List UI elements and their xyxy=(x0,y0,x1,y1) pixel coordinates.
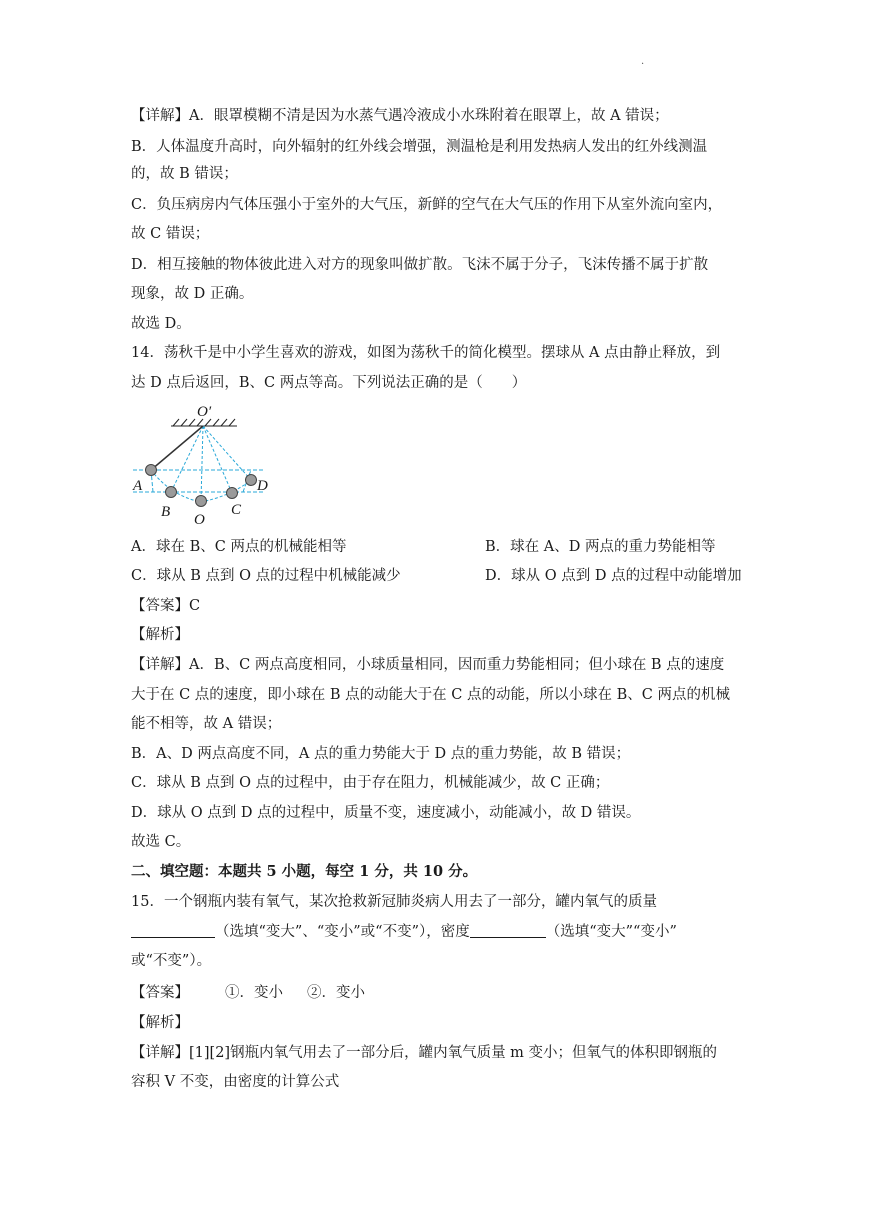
q15-stem-line1: 15．一个钢瓶内装有氧气，某次抢救新冠肺炎病人用去了一部分，罐内氧气的质量 xyxy=(131,894,657,910)
q14-option-b: B．球在 A、D 两点的重力势能相等 xyxy=(485,539,716,555)
label-o: O xyxy=(194,512,205,528)
q15-answer-2: ②．变小 xyxy=(307,985,365,1001)
ceiling-hatch xyxy=(171,419,237,426)
q15-answer-label: 【答案】 xyxy=(131,985,189,1001)
q15-analysis-heading: 【解析】 xyxy=(131,1015,189,1031)
q14-option-c: C．球从 B 点到 O 点的过程中机械能减少 xyxy=(131,568,401,584)
q14-detail-a-line3: 能不相等，故 A 错误； xyxy=(131,716,282,732)
q14-detail-b: B．A、D 两点高度不同，A 点的重力势能大于 D 点的重力势能，故 B 错误； xyxy=(131,746,631,762)
q13-detail-d-line1: D．相互接触的物体彼此进入对方的现象叫做扩散。飞沫不属于分子，飞沫传播不属于扩散 xyxy=(131,257,709,273)
blank-2 xyxy=(470,923,546,938)
q14-option-a: A．球在 B、C 两点的机械能相等 xyxy=(131,539,347,555)
q14-detail-a-line1: 【详解】A．B、C 两点高度相同，小球质量相同，因而重力势能相同；但小球在 B 点的速度 xyxy=(131,657,725,673)
q14-option-d: D．球从 O 点到 D 点的过程中动能增加 xyxy=(485,568,742,584)
q13-detail-b-line2: 的，故 B 错误； xyxy=(131,166,238,182)
pendulum-string xyxy=(151,426,203,470)
q13-detail-d-line2: 现象，故 D 正确。 xyxy=(131,286,254,302)
label-a: A xyxy=(133,478,143,494)
q15-detail-line2: 容积 V 不变，由密度的计算公式 xyxy=(131,1074,340,1090)
q13-detail-c-line1: C．负压病房内气体压强小于室外的大气压，新鲜的空气在大气压的作用下从室外流向室内， xyxy=(131,197,723,213)
label-b: B xyxy=(161,504,171,520)
q13-conclusion: 故选 D。 xyxy=(131,316,191,332)
q15-answer-1: ①．变小 xyxy=(225,985,283,1001)
section-heading: 二、填空题：本题共 5 小题，每空 1 分，共 10 分。 xyxy=(131,863,478,880)
q14-stem-line2: 达 D 点后返回，B、C 两点等高。下列说法正确的是（ ） xyxy=(131,375,527,391)
header-mark: . xyxy=(641,56,645,67)
q14-conclusion: 故选 C。 xyxy=(131,834,191,850)
q14-analysis-heading: 【解析】 xyxy=(131,627,189,643)
q14-detail-a-line2: 大于在 C 点的速度，即小球在 B 点的动能大于在 C 点的动能，所以小球在 B、C 两点的机械 xyxy=(131,687,730,703)
q14-detail-d: D．球从 O 点到 D 点的过程中，质量不变，速度减小，动能减小，故 D 错误。 xyxy=(131,805,641,821)
q14-detail-c: C．球从 B 点到 O 点的过程中，由于存在阻力，机械能减少，故 C 正确； xyxy=(131,775,610,791)
blank-1 xyxy=(131,923,215,938)
q15-stem-line2-b: （选填“变大”“变小” xyxy=(545,924,677,940)
q14-answer: 【答案】C xyxy=(131,598,201,614)
q13-detail-c-line2: 故 C 错误； xyxy=(131,226,210,242)
pendulum-balls xyxy=(146,465,257,507)
q15-answer xyxy=(131,983,365,1003)
pendulum-figure xyxy=(131,400,271,528)
q13-detail-a: 【详解】A．眼罩模糊不清是因为水蒸气遇冷液成小水珠附着在眼罩上，故 A 错误； xyxy=(131,108,669,124)
q15-stem-line2 xyxy=(131,922,677,942)
q15-stem-line3: 或“不变”）。 xyxy=(131,953,212,969)
label-pivot: O′ xyxy=(197,404,212,420)
q15-detail-line1: 【详解】[1][2]钢瓶内氧气用去了一部分后，罐内氧气质量 m 变小；但氧气的体积即钢瓶的 xyxy=(131,1045,718,1061)
label-d: D xyxy=(257,478,268,494)
q15-stem-line2-a: （选填“变大”、“变小”或“不变”），密度 xyxy=(215,924,470,940)
q14-stem-line1: 14．荡秋千是中小学生喜欢的游戏，如图为荡秋千的简化模型。摆球从 A 点由静止释放，到 xyxy=(131,345,721,361)
label-c: C xyxy=(231,502,242,518)
q13-detail-b-line1: B．人体温度升高时，向外辐射的红外线会增强，测温枪是利用发热病人发出的红外线测温 xyxy=(131,139,708,155)
